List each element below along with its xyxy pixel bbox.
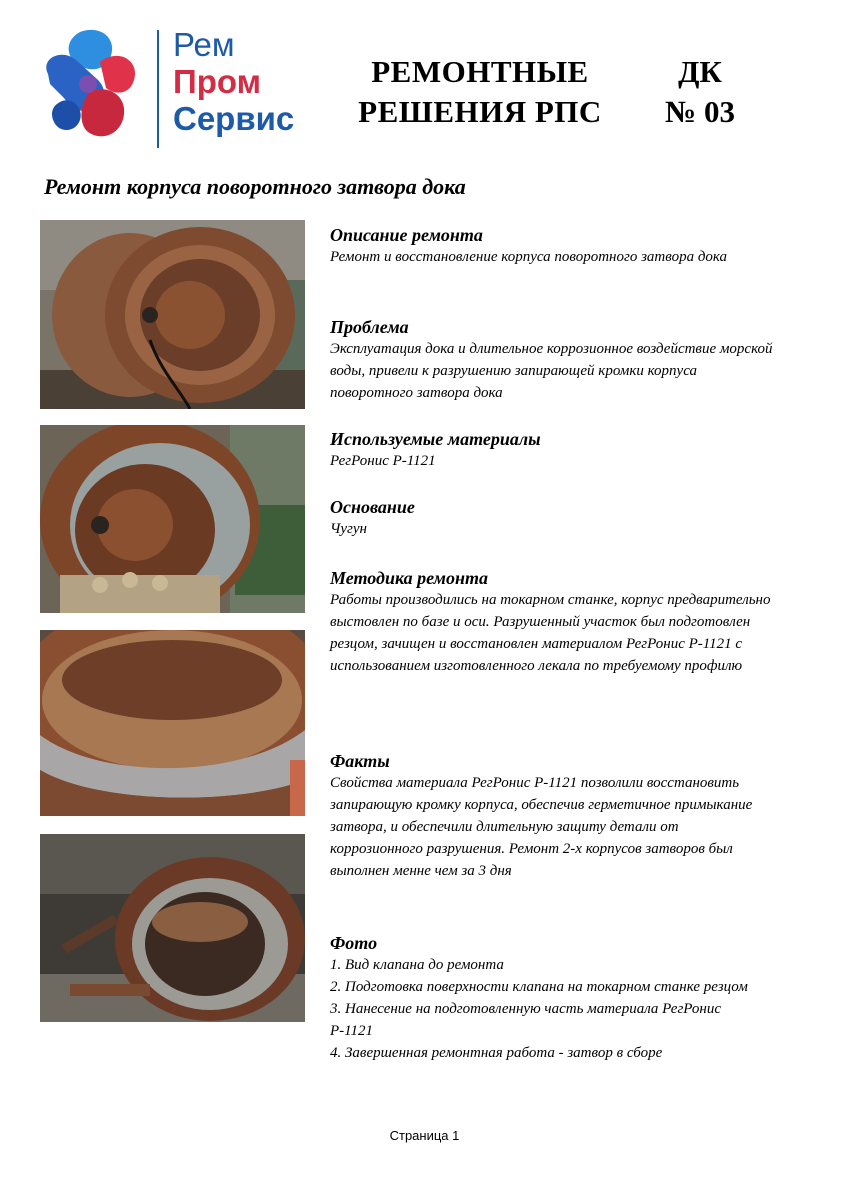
logo-mark-icon xyxy=(40,22,155,147)
description-heading: Описание ремонта xyxy=(330,225,483,245)
facts-text: Свойства материала РегРонис Р-1121 позволили восстановить запирающую кромку корпуса, обеспечив герметичное примыкание затвора, и обеспечили длительную защиту детали от коррозионного разрушения. Ремонт 2-х корпусов затворов был выполнен менне чем за 3 дня xyxy=(330,775,753,879)
materials-text: РегРонис Р-1121 xyxy=(330,453,436,469)
photo-1 xyxy=(40,220,305,409)
section-base xyxy=(330,496,775,540)
section-materials xyxy=(330,428,775,472)
photo-caption-3: 3. Нанесение на подготовленную часть материала РегРонис Р-1121 xyxy=(330,1001,722,1039)
page-number: Страница 1 xyxy=(389,1128,460,1143)
photo-2 xyxy=(40,425,305,613)
logo-line-3: Сервис xyxy=(173,100,295,137)
logo-divider xyxy=(157,30,159,148)
heading-line-2: РЕШЕНИЯ РПС xyxy=(358,94,602,129)
section-facts xyxy=(330,750,775,882)
photo-caption-4: 4. Завершенная ремонтная работа - затвор в сборе xyxy=(330,1045,663,1061)
facts-heading: Факты xyxy=(330,751,390,771)
photo-3 xyxy=(40,630,305,816)
code-line-2: № 03 xyxy=(665,94,735,129)
logo-line-2: Пром xyxy=(173,63,262,100)
photo-caption-1: 1. Вид клапана до ремонта xyxy=(330,957,504,973)
description-text: Ремонт и восстановление корпуса поворотного затвора дока xyxy=(330,249,728,265)
code-line-1: ДК xyxy=(678,54,722,89)
logo-line-1: Рем xyxy=(173,26,235,63)
photos-heading: Фото xyxy=(330,933,378,953)
materials-heading: Используемые материалы xyxy=(330,429,541,449)
page-title: Ремонт корпуса поворотного затвора дока xyxy=(44,174,466,199)
method-text: Работы производились на токарном станке, корпус предварительно выстовлен по базе и оси. Разрушенный участок был подготовлен резцом, зачищен и восстановлен материалом РегРонис Р-1121 с использованием изготовленного лекала по требуемому профилю xyxy=(330,592,771,674)
section-method xyxy=(330,567,775,677)
logo-wordmark xyxy=(173,26,294,137)
section-description xyxy=(330,224,775,268)
problem-text: Эксплуатация дока и длительное коррозионное воздействие морской воды, привели к разрушению запирающей кромки корпуса поворотного затвора дока xyxy=(330,341,773,401)
problem-heading: Проблема xyxy=(330,317,409,337)
method-heading: Методика ремонта xyxy=(330,568,489,588)
photo-4 xyxy=(40,834,305,1022)
heading-line-1: РЕМОНТНЫЕ xyxy=(371,54,589,89)
document-code xyxy=(640,52,760,132)
company-logo xyxy=(40,22,315,150)
base-text: Чугун xyxy=(330,521,367,537)
section-photos xyxy=(330,932,760,1064)
document-heading xyxy=(330,52,630,132)
section-problem xyxy=(330,316,775,404)
photo-caption-2: 2. Подготовка поверхности клапана на токарном станке резцом xyxy=(330,979,748,995)
base-heading: Основание xyxy=(330,497,415,517)
